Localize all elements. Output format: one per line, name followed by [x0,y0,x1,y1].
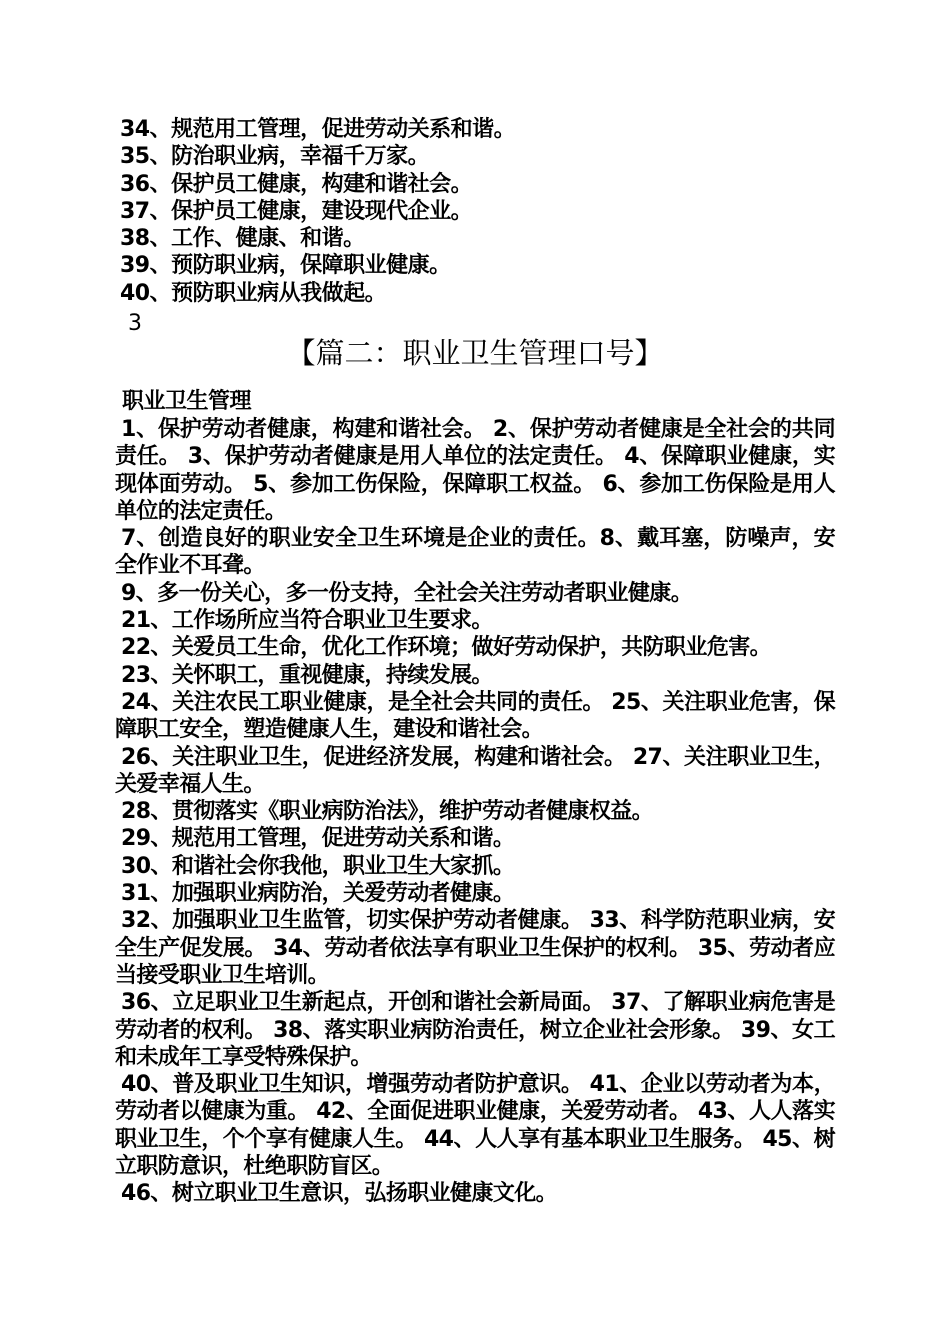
section-label: 职业卫生管理 [122,389,252,414]
paragraph: 36、立足职业卫生新起点，开创和谐社会新局面。 37、了解职业病危害是劳动者的权利。 38、落实职业病防治责任，树立企业社会形象。 39、女工和未成年工享受特殊保护。 [115,990,835,1070]
paragraph: 32、加强职业卫生监管，切实保护劳动者健康。 33、科学防范职业病，安全生产促发展。 34、劳动者依法享有职业卫生保护的权利。 35、劳动者应当接受职业卫生培训。 [115,908,835,988]
paragraph: 22、关爱员工生命，优化工作环境；做好劳动保护，共防职业危害。 [121,635,772,661]
paragraph: 24、关注农民工职业健康，是全社会共同的责任。 25、关注职业危害，保障职工安全，塑造健康人生，建设和谐社会。 [115,689,835,743]
list-item: 38、工作、健康、和谐。 [120,226,365,252]
list-item: 34、规范用工管理，促进劳动关系和谐。 [120,117,516,142]
paragraph: 30、和谐社会你我他，职业卫生大家抓。 [121,853,515,879]
paragraph: 9、多一份关心，多一份支持，全社会关注劳动者职业健康。 [121,580,693,606]
paragraph: 7、创造良好的职业安全卫生环境是企业的责任。8、戴耳塞，防噪声，安全作业不耳聋。 [115,526,835,579]
paragraph: 26、关注职业卫生，促进经济发展，构建和谐社会。 27、关注职业卫生，关爱幸福人生。 [115,744,835,797]
list-item: 40、预防职业病从我做起。 [120,280,387,306]
slogan-body [115,416,835,1208]
paragraph: 23、关怀职工，重视健康，持续发展。 [121,662,493,688]
paragraph: 21、工作场所应当符合职业卫生要求。 [121,608,493,634]
list-item: 35、防治职业病，幸福千万家。 [120,144,430,170]
page-number: 3 [128,311,142,336]
paragraph: 29、规范用工管理，促进劳动关系和谐。 [121,826,515,852]
paragraph: 40、普及职业卫生知识，增强劳动者防护意识。 41、企业以劳动者为本，劳动者以健康为重。 42、全面促进职业健康，关爱劳动者。 43、人人落实职业卫生，个个享有健康人生。 44、人人享有基本职业卫生服务。 45、树立职防意识，杜绝职防盲区。 [115,1072,835,1180]
paragraph: 1、保护劳动者健康，构建和谐社会。 2、保护劳动者健康是全社会的共同责任。 3、保护劳动者健康是用人单位的法定责任。 4、保障职业健康，实现体面劳动。 5、参加工伤保险，保障职工权益。 6、参加工伤保险是用人单位的法定责任。 [115,417,835,524]
list-item: 36、保护员工健康，构建和谐社会。 [120,171,473,197]
paragraph: 31、加强职业病防治，关爱劳动者健康。 [121,881,515,907]
section-title: 【篇二：职业卫生管理口号】 [286,336,664,370]
slogan-list-top [120,116,515,307]
paragraph: 28、贯彻落实《职业病防治法》，维护劳动者健康权益。 [121,799,654,825]
list-item: 37、保护员工健康，建设现代企业。 [120,198,473,224]
list-item: 39、预防职业病，保障职业健康。 [120,253,451,279]
paragraph: 46、树立职业卫生意识，弘扬职业健康文化。 [121,1181,558,1207]
